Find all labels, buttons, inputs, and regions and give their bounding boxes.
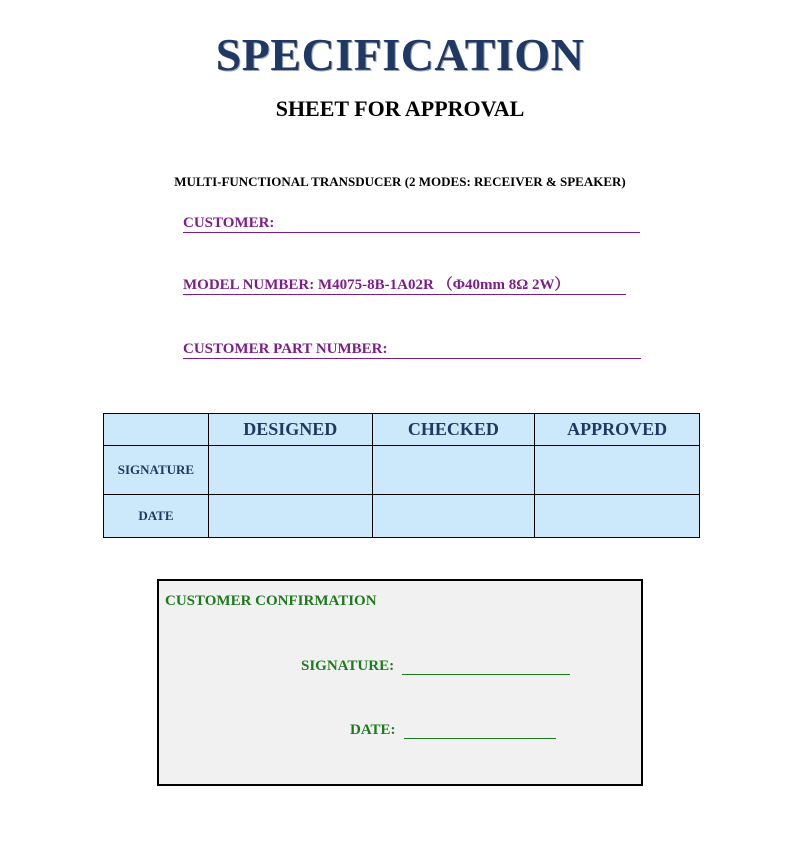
checked-signature-cell (372, 446, 535, 495)
confirmation-date-line (350, 722, 556, 739)
signature-row (104, 446, 700, 495)
customer-part-number-field: CUSTOMER PART NUMBER: (183, 340, 641, 359)
approved-date-cell (535, 495, 700, 538)
designed-date-cell (208, 495, 372, 538)
customer-confirmation-box (157, 579, 643, 786)
approved-column-header: APPROVED (535, 414, 700, 446)
approval-table (103, 413, 700, 538)
date-row (104, 495, 700, 538)
approval-header-row (104, 414, 700, 446)
approval-header-blank (104, 414, 209, 446)
confirmation-signature-label: SIGNATURE: (301, 658, 395, 674)
confirmation-date-label: DATE: (350, 722, 396, 738)
checked-date-cell (372, 495, 535, 538)
designed-column-header: DESIGNED (208, 414, 372, 446)
document-title: SPECIFICATION (215, 29, 585, 80)
customer-field: CUSTOMER: (183, 214, 640, 233)
confirmation-date-blank (404, 722, 556, 739)
model-number-field: MODEL NUMBER: M4075-8B-1A02R （Φ40mm 8Ω 2W） (183, 276, 626, 295)
checked-column-header: CHECKED (372, 414, 535, 446)
confirmation-signature-line (301, 658, 570, 675)
approved-signature-cell (535, 446, 700, 495)
date-row-label: DATE (104, 495, 209, 538)
customer-confirmation-title: CUSTOMER CONFIRMATION (165, 593, 377, 609)
document-subtitle: SHEET FOR APPROVAL (275, 96, 525, 121)
confirmation-signature-blank (402, 658, 570, 675)
signature-row-label: SIGNATURE (104, 446, 209, 495)
product-description: MULTI-FUNCTIONAL TRANSDUCER (2 MODES: RECEIVER & SPEAKER) (174, 174, 626, 189)
designed-signature-cell (208, 446, 372, 495)
